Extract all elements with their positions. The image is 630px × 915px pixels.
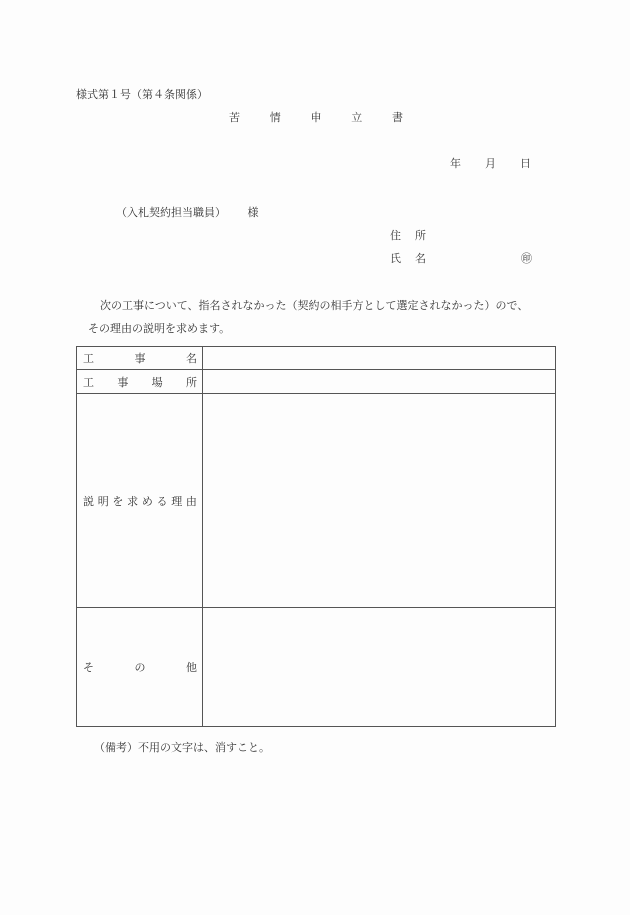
label-char: 名	[186, 352, 197, 365]
address-char: 住	[390, 229, 401, 242]
label-char: 他	[186, 661, 197, 674]
body-text-line1: 次の工事について、指名されなかった（契約の相手方として選定されなかった）ので、	[100, 299, 529, 312]
date-line	[450, 155, 531, 171]
label-char: 工	[83, 375, 94, 389]
month-label: 月	[485, 157, 496, 170]
title-char: 申	[310, 111, 322, 124]
label-char: 求	[127, 494, 139, 508]
table-row	[77, 608, 556, 727]
addressee-name: （入札契約担当職員）	[116, 206, 226, 219]
name-char: 氏	[390, 252, 401, 265]
label-construction-name	[77, 347, 203, 370]
label-char: 事	[134, 352, 146, 365]
address-char: 所	[415, 229, 426, 242]
title-char: 情	[269, 111, 281, 124]
label-char: め	[141, 494, 153, 508]
label-char: 工	[83, 352, 94, 365]
label-char: 由	[185, 494, 197, 508]
label-char: 明	[97, 494, 109, 508]
seal-mark: ㊞	[521, 252, 532, 265]
day-label: 日	[520, 157, 531, 170]
body-text-line2: その理由の説明を求めます。	[88, 322, 231, 335]
request-form-table	[76, 346, 556, 727]
label-char: 理	[171, 494, 183, 508]
addressee-honorific: 様	[247, 206, 259, 219]
addressee	[116, 204, 259, 220]
field-reason[interactable]	[203, 394, 556, 608]
label-char: る	[156, 494, 168, 508]
label-char: を	[112, 494, 124, 508]
label-char: 所	[185, 375, 197, 389]
title-char: 苦	[229, 111, 240, 124]
label-char: の	[134, 661, 146, 674]
field-construction-site[interactable]	[203, 370, 556, 394]
table-row	[77, 370, 556, 394]
title-char: 立	[351, 111, 363, 124]
field-other[interactable]	[203, 608, 556, 727]
table-row	[77, 347, 556, 370]
label-reason	[77, 394, 203, 608]
year-label: 年	[450, 157, 461, 170]
label-char: 説	[83, 494, 94, 508]
name-char: 名	[415, 252, 426, 265]
document-title	[229, 109, 403, 125]
remarks-note: （備考）不用の文字は、消すこと。	[94, 741, 270, 754]
field-construction-name[interactable]	[203, 347, 556, 370]
applicant-address	[390, 227, 426, 243]
label-construction-site	[77, 370, 203, 394]
label-char: 場	[151, 375, 163, 389]
applicant-name	[390, 250, 426, 266]
label-other	[77, 608, 203, 727]
label-char: 事	[117, 375, 129, 389]
title-char: 書	[392, 111, 403, 124]
label-char: そ	[83, 661, 94, 674]
form-number: 様式第１号（第４条関係）	[76, 88, 208, 101]
table-row	[77, 394, 556, 608]
